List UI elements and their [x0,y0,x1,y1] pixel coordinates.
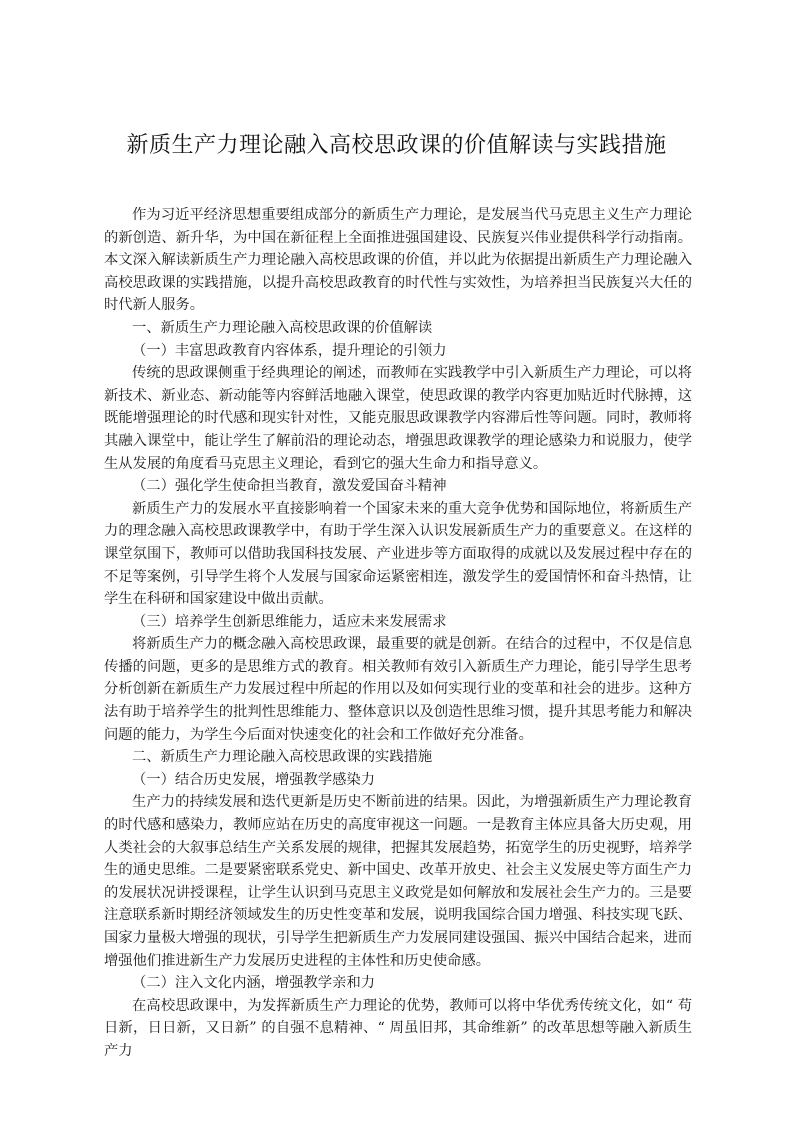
subsection-heading-1-3: （三）培养学生创新思维能力，适应未来发展需求 [132,613,447,630]
document-body [104,204,692,1063]
body-paragraph: 在高校思政课中，为发挥新质生产力理论的优势，教师可以将中华优秀传统文化，如“ 苟日新，日日新，又日新” 的自强不息精神、“ 周虽旧邦，其命维新” 的改革思想等融入新质生产力 [104,997,692,1059]
document-title: 新质生产力理论融入高校思政课的价值解读与实践措施 [126,133,667,158]
section-heading-2: 二、新质生产力理论融入高校思政课的实践措施 [132,749,433,766]
body-paragraph: 生产力的持续发展和迭代更新是历史不断前进的结果。因此，为增强新质生产力理论教育的时代感和感染力，教师应站在历史的高度审视这一问题。一是教育主体应具备大历史观，用人类社会的大叙事总结生产关系发展的规律，把握其发展趋势，拓宽学生的历史视野，培养学生的通史思维。二是要紧密联系党史、新中国史、改革开放史、社会主义发展史等方面生产力的发展状况讲授课程，让学生认识到马克思主义政党是如何解放和发展社会生产力的。三是要注意联系新时期经济领域发生的历史性变革和发展，说明我国综合国力增强、科技实现飞跃、国家力量极大增强的现状，引导学生把新质生产力发展同建设强国、振兴中国结合起来，进而增强他们推进新生产力发展历史进程的主体性和历史使命感。 [104,794,692,969]
body-paragraph: 将新质生产力的概念融入高校思政课，最重要的就是创新。在结合的过程中，不仅是信息传播的问题，更多的是思维方式的教育。相关教师有效引入新质生产力理论，能引导学生思考分析创新在新质生产力发展过程中所起的作用以及如何实现行业的变革和社会的进步。这种方法有助于培养学生的批判性思维能力、整体意识以及创造性思维习惯，提升其思考能力和解决问题的能力，为学生今后面对快速变化的社会和工作做好充分准备。 [104,636,692,743]
subsection-heading-2-2: （二）注入文化内涵，增强教学亲和力 [132,975,376,992]
section-heading-1: 一、新质生产力理论融入高校思政课的价值解读 [132,319,433,336]
subsection-heading-1-1: （一）丰富思政教育内容体系，提升理论的引领力 [132,342,447,359]
subsection-heading-2-1: （一）结合历史发展，增强教学感染力 [132,771,376,788]
abstract-paragraph: 作为习近平经济思想重要组成部分的新质生产力理论，是发展当代马克思主义生产力理论的新创造、新升华，为中国在新征程上全面推进强国建设、民族复兴伟业提供科学行动指南。本文深入解读新质生产力理论融入高校思政课的价值，并以此为依据提出新质生产力理论融入高校思政课的实践措施，以提升高校思政教育的时代性与实效性，为培养担当民族复兴大任的时代新人服务。 [104,207,692,314]
subsection-heading-1-2: （二）强化学生使命担当教育，激发爱国奋斗精神 [132,478,447,495]
body-paragraph: 传统的思政课侧重于经典理论的阐述，而教师在实践教学中引入新质生产力理论，可以将新技术、新业态、新动能等内容鲜活地融入课堂，使思政课的教学内容更加贴近时代脉搏，这既能增强理论的时代感和现实针对性，又能克服思政课教学内容滞后性等问题。同时，教师将其融入课堂中，能让学生了解前沿的理论动态，增强思政课教学的理论感染力和说服力，使学生从发展的角度看马克思主义理论，看到它的强大生命力和指导意义。 [104,365,692,472]
body-paragraph: 新质生产力的发展水平直接影响着一个国家未来的重大竞争优势和国际地位，将新质生产力的理念融入高校思政课教学中，有助于学生深入认识发展新质生产力的重要意义。在这样的课堂氛围下，教师可以借助我国科技发展、产业进步等方面取得的成就以及发展过程中存在的不足等案例，引导学生将个人发展与国家命运紧密相连，激发学生的爱国情怀和奋斗热情，让学生在科研和国家建设中做出贡献。 [104,500,692,608]
